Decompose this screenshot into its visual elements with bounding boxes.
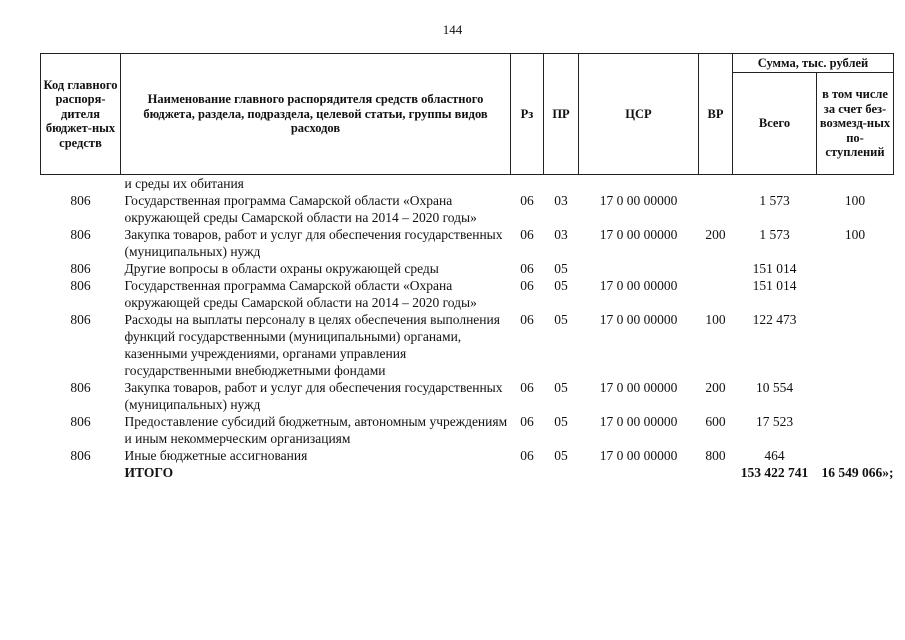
cell-rz: 06 [520,312,534,327]
cell-rz: 06 [520,261,534,276]
cell-code: 806 [70,448,91,463]
cell-csr: 17 0 00 00000 [599,312,678,327]
budget-table [40,53,894,481]
cell-total: 17 523 [755,414,794,429]
cell-pr: 05 [554,380,568,395]
cell-gratuitous [817,260,894,277]
page-number: 144 [442,22,463,37]
cell-code: 806 [70,227,91,242]
cell-pr: 03 [554,193,568,208]
header-csr: ЦСР [579,54,699,175]
cell-total: 151 014 [752,278,797,293]
table-body [41,175,894,482]
cell-name: Закупка товаров, работ и услуг для обеспечения государственных (муниципальных) нужд [124,227,503,259]
header-including-gratuitous: в том числе за счет без-возмезд-ных по-ступлений [817,73,894,175]
table-row [41,413,894,447]
header-sum-group: Сумма, тыс. рублей [733,54,894,73]
cell-rz: 06 [520,380,534,395]
table-row [41,379,894,413]
cell-gratuitous [817,311,894,379]
cell-name: Расходы на выплаты персоналу в целях обеспечения выполнения функций государственными (муниципальными) органами, казенными учреждениями, органами управления государственными внебюджетными фондами [124,312,500,378]
cell-gratuitous: 100 [844,193,866,208]
cell-rz: 06 [520,278,534,293]
cell-code: 806 [70,380,91,395]
cell-code: 806 [70,312,91,327]
table-row [41,311,894,379]
budget-table-wrapper [40,53,893,481]
cell-csr: 17 0 00 00000 [599,278,678,293]
cell-pr: 05 [554,278,568,293]
cell-gratuitous [817,277,894,311]
header-rz: Рз [511,54,544,175]
cell-gratuitous [817,379,894,413]
cell-csr: 17 0 00 00000 [599,193,678,208]
cell-pr: 05 [554,261,568,276]
cell-vr [699,260,733,277]
cell-total: 464 [764,448,785,463]
cell-vr: 600 [705,414,726,429]
table-row [41,277,894,311]
table-row [41,447,894,464]
cell-vr: 200 [705,227,726,242]
cell-name: Государственная программа Самарской области «Охрана окружающей среды Самарской области на 2014 – 2020 годы» [124,278,477,310]
cell-pr: 05 [554,312,568,327]
cell-total: 1 573 [759,193,790,208]
table-row [41,226,894,260]
cell-rz: 06 [520,227,534,242]
total-gratuitous: 16 549 066»; [821,465,894,480]
cell-rz: 06 [520,448,534,463]
cell-code: 806 [70,414,91,429]
cell-rz: 06 [520,414,534,429]
continuation-text: и среды их обитания [124,176,244,191]
continuation-row [41,175,894,193]
cell-code: 806 [70,278,91,293]
header-vr: ВР [699,54,733,175]
cell-csr: 17 0 00 00000 [599,380,678,395]
header-pr: ПР [544,54,579,175]
cell-gratuitous [817,413,894,447]
cell-total: 151 014 [752,261,797,276]
cell-csr: 17 0 00 00000 [599,448,678,463]
cell-csr: 17 0 00 00000 [599,227,678,242]
cell-vr [699,277,733,311]
cell-total: 10 554 [755,380,794,395]
cell-total: 1 573 [759,227,790,242]
cell-name: Государственная программа Самарской области «Охрана окружающей среды Самарской области на 2014 – 2020 годы» [124,193,477,225]
header-name: Наименование главного распорядителя средств областного бюджета, раздела, подраздела, целевой статьи, группы видов расходов [121,54,511,175]
cell-name: Предоставление субсидий бюджетным, автономным учреждениям и иным некоммерческим организациям [124,414,508,446]
table-row [41,192,894,226]
table-row [41,260,894,277]
cell-name: Иные бюджетные ассигнования [124,448,308,463]
total-sum: 153 422 741 [740,465,809,480]
cell-gratuitous [817,447,894,464]
cell-name: Другие вопросы в области охраны окружающей среды [124,261,439,276]
cell-total: 122 473 [752,312,797,327]
cell-code: 806 [70,193,91,208]
header-total: Всего [733,73,817,175]
cell-rz: 06 [520,193,534,208]
cell-name: Закупка товаров, работ и услуг для обеспечения государственных (муниципальных) нужд [124,380,503,412]
cell-vr: 200 [705,380,726,395]
cell-pr: 05 [554,448,568,463]
cell-vr: 800 [705,448,726,463]
header-code: Код главного распоря-дителя бюджет-ных средств [41,54,121,175]
table-header [41,54,894,175]
cell-vr: 100 [705,312,726,327]
cell-pr: 05 [554,414,568,429]
total-row [41,464,894,481]
cell-csr: 17 0 00 00000 [599,414,678,429]
total-label: ИТОГО [124,465,174,480]
cell-pr: 03 [554,227,568,242]
cell-csr [579,260,699,277]
cell-code: 806 [70,261,91,276]
cell-gratuitous: 100 [844,227,866,242]
cell-vr [699,192,733,226]
